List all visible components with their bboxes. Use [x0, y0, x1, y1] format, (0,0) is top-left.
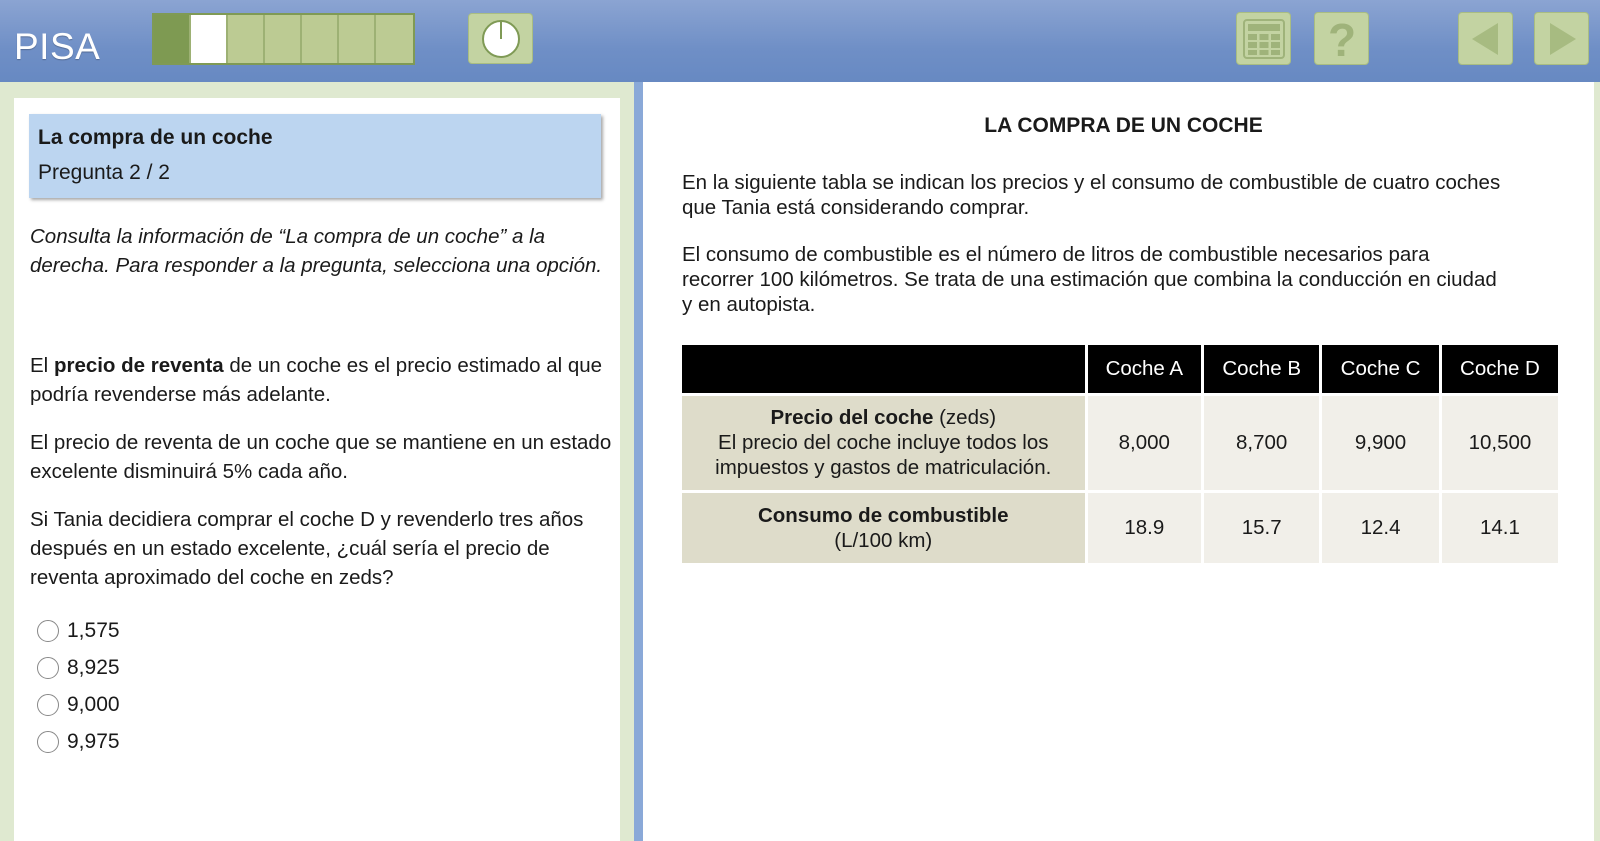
table-corner — [682, 345, 1086, 394]
answer-option[interactable] — [37, 686, 120, 723]
column-header: Coche B — [1203, 345, 1321, 394]
radio-button[interactable] — [37, 694, 59, 716]
radio-button[interactable] — [37, 620, 59, 642]
stimulus-panel — [643, 82, 1600, 841]
back-arrow-icon — [1466, 19, 1506, 59]
pisa-logo: PISA — [14, 26, 101, 67]
progress-segment — [376, 15, 413, 63]
cars-table — [682, 345, 1558, 563]
question-panel — [14, 98, 620, 841]
panel-divider — [634, 82, 643, 841]
column-header: Coche D — [1440, 345, 1558, 394]
progress-segment — [191, 15, 228, 63]
next-arrow-icon — [1542, 19, 1582, 59]
answer-option[interactable] — [37, 723, 120, 760]
text-span: El — [30, 354, 54, 377]
radio-button[interactable] — [37, 657, 59, 679]
back-button[interactable] — [1458, 12, 1513, 65]
progress-indicator — [152, 13, 415, 65]
timer-icon — [479, 17, 523, 61]
row-label: Consumo de combustible — [757, 503, 1009, 527]
progress-segment — [265, 15, 302, 63]
table-row — [682, 491, 1558, 563]
answer-options — [37, 612, 120, 760]
unit-title: La compra de un coche — [38, 126, 273, 149]
stimulus-paragraph-2: El consumo de combustible es el número de litros de combustible necesarios para recorrer 100 kilómetros. Se trata de una estimación que combina la conducción en ciudad y en autopista. — [682, 243, 1497, 316]
text-span: de un coche es el precio estimado al que podría revenderse más adelante. — [30, 354, 603, 406]
table-header-row — [682, 345, 1558, 394]
help-button[interactable] — [1314, 12, 1369, 65]
answer-option[interactable] — [37, 612, 120, 649]
bold-term: precio de reventa — [53, 354, 224, 377]
stimulus-paragraph-1: En la siguiente tabla se indican los precios y el consumo de combustible de cuatro coches que Tania está considerando comprar. — [682, 171, 1501, 219]
row-unit: (zeds) — [933, 406, 997, 429]
right-border — [1594, 82, 1600, 841]
instructions: Consulta la información de “La compra de un coche” a la derecha. Para responder a la pregunta, selecciona una opción. — [30, 225, 603, 277]
row-header-consumption — [682, 491, 1086, 563]
table-cell: 12.4 — [1321, 491, 1441, 563]
table-cell: 14.1 — [1440, 491, 1558, 563]
question-prompt: Si Tania decidiera comprar el coche D y revenderlo tres años después en un estado excelente, ¿cuál sería el precio de reventa aproximado del coche en zeds? — [30, 508, 584, 589]
table-cell: 9,900 — [1321, 394, 1441, 491]
table-cell: 8,000 — [1086, 394, 1203, 491]
option-label: 9,975 — [67, 729, 120, 753]
progress-segment — [154, 15, 191, 63]
next-button[interactable] — [1534, 12, 1589, 65]
row-unit: (L/100 km) — [834, 528, 933, 552]
progress-segment — [228, 15, 265, 63]
row-label: Precio del coche — [770, 406, 934, 429]
stimulus-title: LA COMPRA DE UN COCHE — [984, 114, 1263, 137]
column-header: Coche C — [1321, 345, 1441, 394]
option-label: 1,575 — [67, 618, 120, 642]
question-counter: Pregunta 2 / 2 — [38, 161, 170, 184]
progress-segment — [302, 15, 339, 63]
column-header: Coche A — [1086, 345, 1203, 394]
progress-segment — [339, 15, 376, 63]
help-icon — [1322, 16, 1362, 62]
question-paragraph-1 — [30, 351, 620, 409]
table-cell: 15.7 — [1203, 491, 1321, 563]
answer-option[interactable] — [37, 649, 120, 686]
calculator-icon — [1242, 18, 1286, 60]
option-label: 8,925 — [67, 655, 120, 679]
row-note: El precio del coche incluye todos los impuestos y gastos de matriculación. — [715, 431, 1052, 479]
table-row — [682, 394, 1558, 491]
radio-button[interactable] — [37, 731, 59, 753]
table-cell: 18.9 — [1086, 491, 1203, 563]
question-paragraph-2: El precio de reventa de un coche que se mantiene en un estado excelente disminuirá 5% cada año. — [30, 431, 612, 483]
calculator-button[interactable] — [1236, 12, 1291, 65]
svg-text:?: ? — [1327, 15, 1356, 62]
table-cell: 8,700 — [1203, 394, 1321, 491]
top-toolbar — [0, 0, 1600, 82]
row-header-price — [682, 394, 1086, 491]
timer-button[interactable] — [468, 13, 533, 64]
question-header — [29, 114, 601, 198]
table-cell: 10,500 — [1440, 394, 1558, 491]
option-label: 9,000 — [67, 692, 120, 716]
